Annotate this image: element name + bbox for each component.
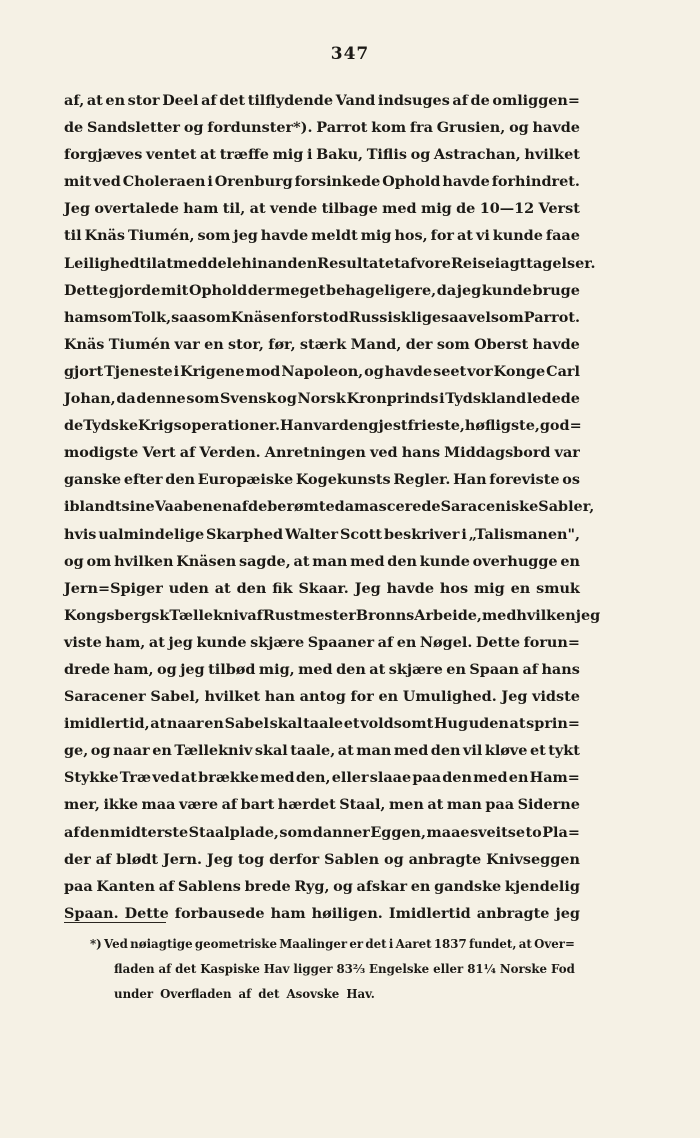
footnote bbox=[90, 932, 575, 1007]
text-line: der af blødt Jern. Jeg tog derfor Sablen og anbragte Knivseggen bbox=[64, 850, 580, 868]
text-line: Spaan. Dette forbausede ham høiligen. Imidlertid anbragte jeg bbox=[64, 904, 580, 922]
text-line: modigste Vert af Verden. Anretningen ved hans Middagsbord var bbox=[64, 444, 580, 462]
text-line: forgjæves ventet at træffe mig i Baku, Tiflis og Astrachan, hvilket bbox=[64, 146, 580, 164]
text-line: imidlertid, at naar en Sabel skal taale et voldsomt Hug uden at sprin= bbox=[64, 715, 580, 733]
text-line: ham som Tolk, saasom Knäsen forstod Russisk ligesaavelsom Parrot. bbox=[64, 308, 580, 326]
text-line: Stykke Træ ved at brække med den, eller slaae paa den med en Ham= bbox=[64, 769, 580, 787]
text-line: til Knäs Tiumén, som jeg havde meldt mig hos, for at vi kunde faae bbox=[64, 227, 580, 245]
text-line: Jeg overtalede ham til, at vende tilbage med mig de 10—12 Verst bbox=[64, 200, 580, 218]
text-line: paa Kanten af Sablens brede Ryg, og afskar en gandske kjendelig bbox=[64, 877, 580, 895]
text-line: ge, og naar en Tællekniv skal taale, at man med den vil kløve et tykt bbox=[64, 742, 580, 760]
text-line: de Tydske Krigsoperationer. Han var den gjestfrieste, høfligste, god= bbox=[64, 417, 582, 435]
text-line: Saracener Sabel, hvilket han antog for en Umulighed. Jeg vidste bbox=[64, 688, 580, 706]
text-line: hvis ualmindelige Skarphed Walter Scott beskriver i „Talismanen", bbox=[64, 525, 580, 543]
footnote-line: fladen af det Kaspiske Hav ligger 83⅔ Engelske eller 81¼ Norske Fod bbox=[114, 962, 575, 976]
text-line: drede ham, og jeg tilbød mig, med den at skjære en Spaan af hans bbox=[64, 660, 580, 678]
text-line: Kongsbergsk Tællekniv af Rustmester Bronns Arbeide, med hvilken jeg bbox=[64, 606, 601, 624]
text-line: Knäs Tiumén var en stor, før, stærk Mand, der som Oberst havde bbox=[64, 335, 580, 353]
text-line: mer, ikke maa være af bart hærdet Staal, men at man paa Siderne bbox=[64, 796, 580, 814]
text-line: og om hvilken Knäsen sagde, at man med den kunde overhugge en bbox=[64, 552, 580, 570]
text-line: Johan, da denne som Svensk og Norsk Kronprinds i Tydskland ledede bbox=[64, 390, 580, 408]
text-line: ganske efter den Europæiske Kogekunsts Regler. Han foreviste os bbox=[64, 471, 580, 489]
text-line: viste ham, at jeg kunde skjære Spaaner af en Nøgel. Dette forun= bbox=[64, 633, 580, 651]
text-line: gjort Tjeneste i Krigene mod Napoleon, og havde seet vor Konge Carl bbox=[64, 362, 580, 380]
text-line: Leilighed til at meddele hinanden Resultatet af vore Reiseiagttagelser. bbox=[64, 254, 596, 272]
text-line: af, at en stor Deel af det tilflydende Vand indsuges af de omliggen= bbox=[64, 92, 580, 109]
footnote-line: *) Ved nøiagtige geometriske Maalinger er det i Aaret 1837 fundet, at Over= bbox=[90, 937, 575, 951]
text-line: iblandt sine Vaaben en af de berømte damascerede Saraceniske Sabler, bbox=[64, 498, 595, 516]
text-line: af den midterste Staalplade, som danner Eggen, maae sveitse to Pla= bbox=[64, 823, 580, 841]
footnote-rule bbox=[64, 922, 166, 923]
page-number: 347 bbox=[330, 44, 370, 64]
text-line: Jern=Spiger uden at den fik Skaar. Jeg havde hos mig en smuk bbox=[64, 579, 580, 597]
text-line: de Sandsletter og fordunster*). Parrot kom fra Grusien, og havde bbox=[64, 119, 580, 137]
text-line: mit ved Choleraen i Orenburg forsinkede Ophold havde forhindret. bbox=[64, 173, 580, 191]
footnote-line: under Overfladen af det Asovske Hav. bbox=[114, 987, 375, 1001]
text-line: Dette gjorde mit Ophold der meget behageligere, da jeg kunde bruge bbox=[64, 281, 580, 299]
body-text bbox=[64, 87, 601, 927]
